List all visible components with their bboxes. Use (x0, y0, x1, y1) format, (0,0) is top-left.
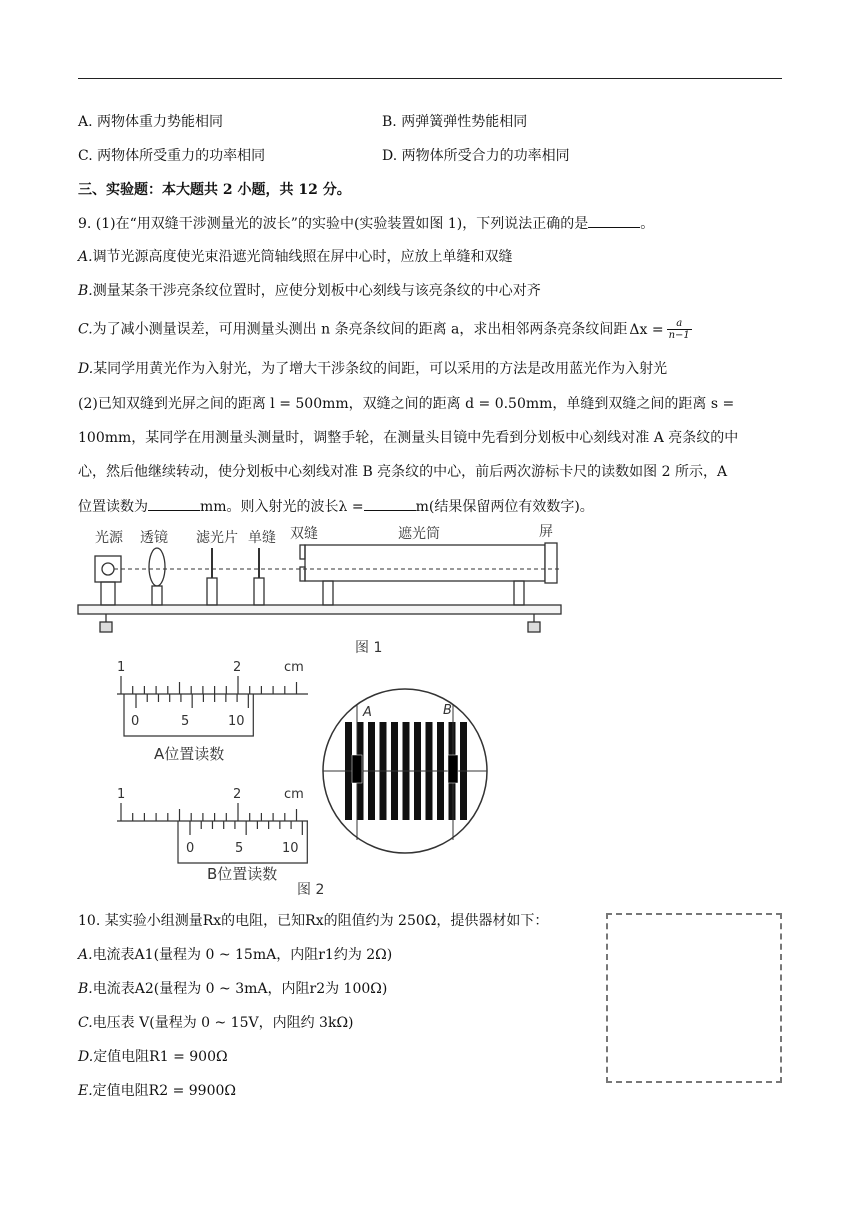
q9-part2-line1: (2)已知双缝到光屏之间的距离 l = 500mm，双缝之间的距离 d = 0.50mm，单缝到双缝之间的距离 s = (78, 396, 735, 412)
vernier-0: 0 (131, 714, 140, 729)
reading-a-label: A位置读数 (154, 745, 225, 763)
q9-stem: 9. (1)在“用双缝干涉测量光的波长”的实验中(实验装置如图 1)，下列说法正确的是 。 (78, 213, 654, 234)
vernier-5: 5 (235, 841, 244, 856)
q10-option-d: D.定值电阻R1 = 900Ω (78, 1049, 228, 1065)
label-double-slit: 双缝 (290, 526, 318, 542)
label-screen: 屏 (539, 524, 553, 540)
answer-box (606, 913, 782, 1083)
q9-option-b: B.测量某条干涉亮条纹位置时，应使分划板中心刻线与该亮条纹的中心对齐 (78, 283, 541, 299)
vernier-5: 5 (181, 714, 190, 729)
section-heading: 三、实验题：本大题共 2 小题，共 12 分。 (78, 182, 351, 198)
fringe-b-label: B (443, 703, 452, 718)
reading-b-label: B位置读数 (207, 865, 278, 883)
vernier-0: 0 (186, 841, 195, 856)
figure-2-caption: 图 2 (297, 882, 325, 898)
q10-option-e: E.定值电阻R2 = 9900Ω (78, 1083, 236, 1099)
vernier-a (117, 676, 308, 736)
q10-stem: 10. 某实验小组测量Rx的电阻，已知Rx的阻值约为 250Ω，提供器材如下： (78, 913, 549, 929)
vernier-10: 10 (282, 841, 299, 856)
q9-option-a: A.调节光源高度使光束沿遮光筒轴线照在屏中心时，应放上单缝和双缝 (78, 249, 513, 265)
fraction: $\frac{a}{n-1}$ (668, 318, 690, 341)
vernier-10: 10 (228, 714, 245, 729)
label-single-slit: 单缝 (248, 530, 276, 546)
fringe-a-label: A (363, 705, 372, 720)
q10-option-c: C.电压表 V(量程为 0 ~ 15V，内阻约 3kΩ) (78, 1015, 354, 1031)
unit-cm: cm (284, 787, 304, 802)
tick-2: 2 (233, 660, 242, 675)
label-filter: 滤光片 (196, 530, 238, 546)
q9-part2-line2: 100mm，某同学在用测量头测量时，调整手轮，在测量头目镜中先看到分划板中心刻线对准 A 亮条纹的中 (78, 430, 739, 446)
label-light-source: 光源 (95, 530, 123, 546)
label-tube: 遮光筒 (398, 526, 440, 542)
option-d: D. 两物体所受合力的功率相同 (382, 148, 570, 164)
q9-part2-line3: 心，然后他继续转动，使分划板中心刻线对准 B 亮条纹的中心，前后两次游标卡尺的读数如图 2 所示，A (78, 464, 728, 480)
tick-2: 2 (233, 787, 242, 802)
q9-part2-line4: 位置读数为 mm。则入射光的波长λ = m(结果保留两位有效数字)。 (78, 496, 594, 517)
tick-1: 1 (117, 787, 126, 802)
eyepiece-view (323, 689, 487, 853)
figure-1-caption: 图 1 (355, 640, 383, 656)
q10-option-a: A.电流表A1(量程为 0 ~ 15mA，内阻r1约为 2Ω) (78, 947, 393, 963)
label-lens: 透镜 (140, 530, 168, 546)
option-b: B. 两弹簧弹性势能相同 (382, 114, 528, 130)
option-c: C. 两物体所受重力的功率相同 (78, 148, 266, 164)
q10-option-b: B.电流表A2(量程为 0 ~ 3mA，内阻r2为 100Ω) (78, 981, 388, 997)
vernier-b (117, 803, 308, 863)
tick-1: 1 (117, 660, 126, 675)
q9-option-c: C.为了减小测量误差，可用测量头测出 n 条亮条纹间的距离 a，求出相邻两条亮条纹间距 Δx = $\frac{a}{n-1}$ (78, 318, 690, 341)
unit-cm: cm (284, 660, 304, 675)
q9-option-d: D.某同学用黄光作为入射光，为了增大干涉条纹的间距，可以采用的方法是改用蓝光作为入射光 (78, 361, 668, 377)
option-a: A. 两物体重力势能相同 (78, 114, 224, 130)
